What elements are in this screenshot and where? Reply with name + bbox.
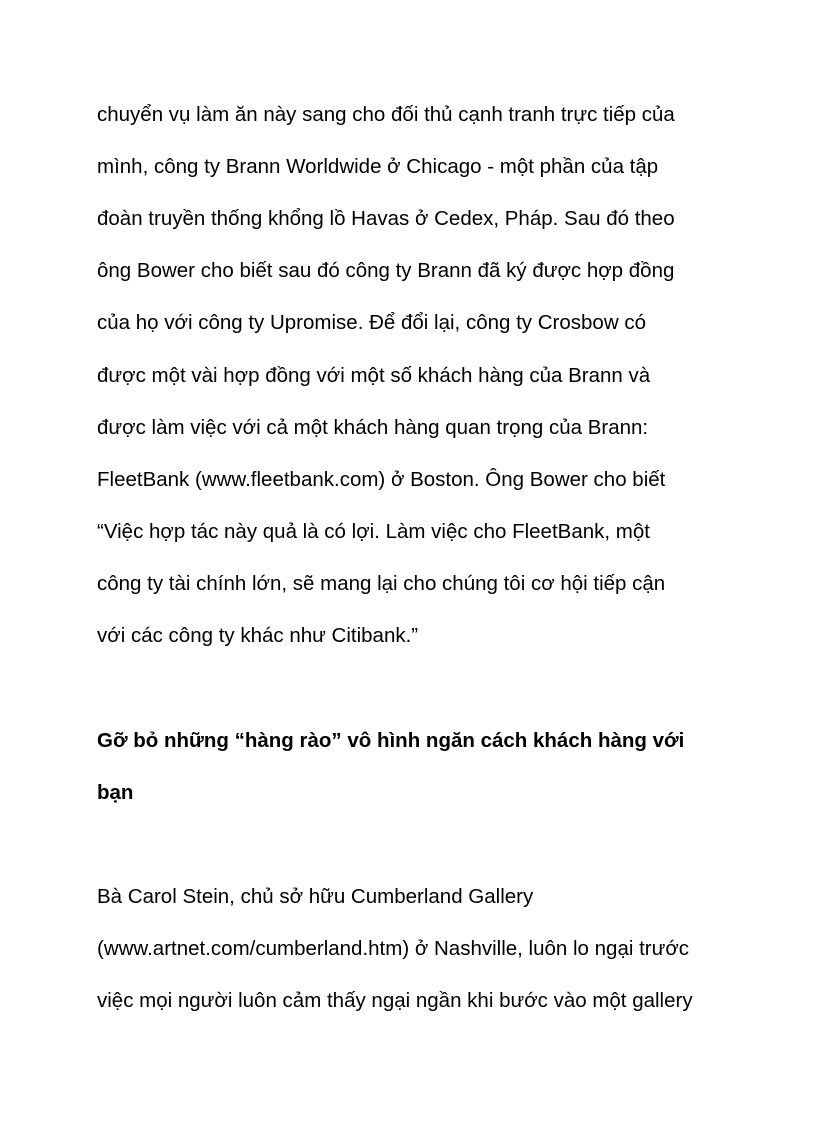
paragraph-1-line-9: “Việc hợp tác này quả là có lợi. Làm việc cho FleetBank, một	[97, 520, 650, 543]
paragraph-1-line-11: với các công ty khác như Citibank.”	[97, 624, 419, 647]
paragraph-2-line-2: (www.artnet.com/cumberland.htm) ở Nashville, luôn lo ngại trước	[97, 937, 690, 960]
paragraph-1-line-5: của họ với công ty Upromise. Để đổi lại, công ty Crosbow có	[97, 311, 646, 334]
section-heading-line-2: bạn	[97, 781, 134, 804]
paragraph-2-line-1: Bà Carol Stein, chủ sở hữu Cumberland Gallery	[97, 885, 534, 908]
paragraph-1-line-8: FleetBank (www.fleetbank.com) ở Boston. Ông Bower cho biết	[97, 468, 666, 491]
section-heading-line-1: Gỡ bỏ những “hàng rào” vô hình ngăn cách khách hàng với	[97, 729, 685, 752]
paragraph-1-line-1: chuyển vụ làm ăn này sang cho đối thủ cạnh tranh trực tiếp của	[97, 103, 675, 126]
paragraph-1-line-3: đoàn truyền thống khổng lồ Havas ở Cedex, Pháp. Sau đó theo	[97, 207, 675, 230]
paragraph-2-line-3: việc mọi người luôn cảm thấy ngại ngần khi bước vào một gallery	[97, 989, 693, 1012]
paragraph-1-line-4: ông Bower cho biết sau đó công ty Brann đã ký được hợp đồng	[97, 259, 675, 282]
paragraph-1-line-10: công ty tài chính lớn, sẽ mang lại cho chúng tôi cơ hội tiếp cận	[97, 572, 666, 595]
paragraph-1-line-6: được một vài hợp đồng với một số khách hàng của Brann và	[97, 364, 651, 387]
paragraph-1-line-7: được làm việc với cả một khách hàng quan trọng của Brann:	[97, 416, 649, 439]
paragraph-1-line-2: mình, công ty Brann Worldwide ở Chicago - một phần của tập	[97, 155, 659, 178]
